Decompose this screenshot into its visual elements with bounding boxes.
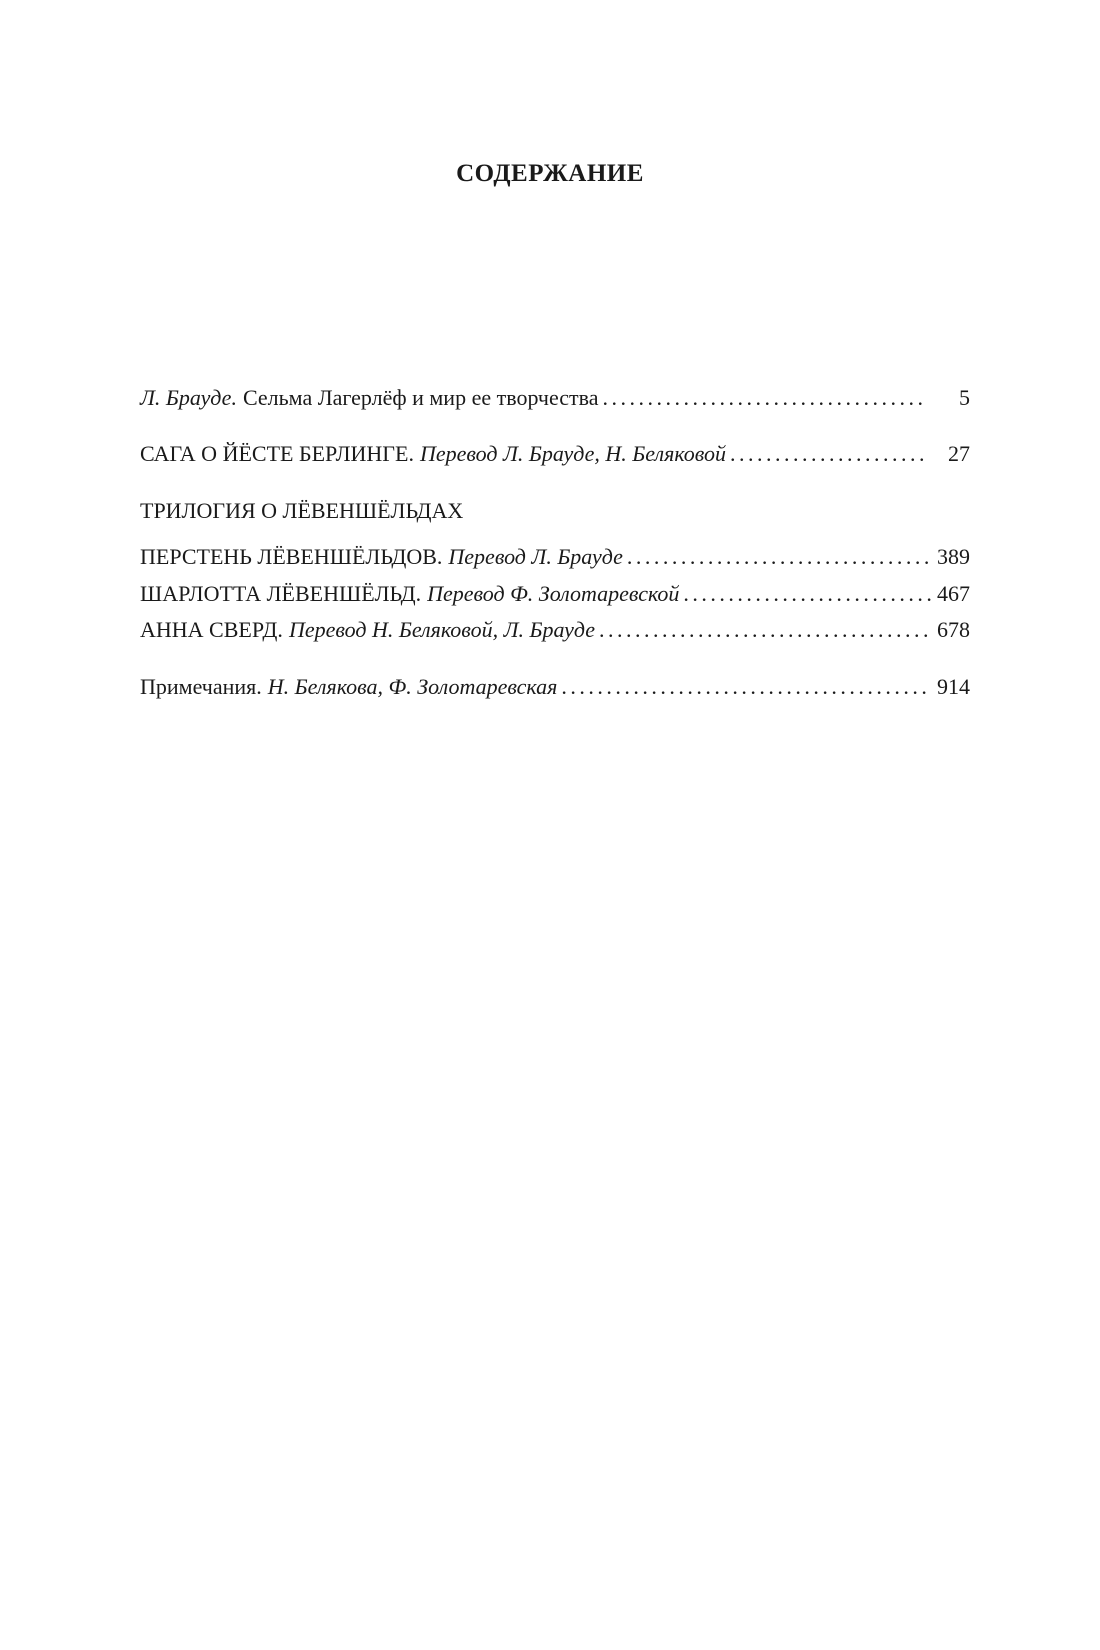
toc-entry-authors: Н. Белякова, Ф. Золотаревская <box>267 674 558 699</box>
toc-entry-translator: Перевод Л. Брауде <box>448 544 623 569</box>
toc-page-number: 678 <box>937 617 970 642</box>
toc-entry-title: Примечания. <box>140 674 262 699</box>
toc-page-number: 27 <box>948 441 970 466</box>
toc-entry-author: Л. Брауде. <box>140 385 237 410</box>
toc-entry-translator: Перевод Ф. Золотаревской <box>427 581 680 606</box>
toc-dot-leader <box>627 543 931 571</box>
toc-entry-saga[interactable] <box>140 440 970 468</box>
toc-entry-title: САГА О ЙЁСТЕ БЕРЛИНГЕ. <box>140 441 414 466</box>
toc-entry-notes[interactable] <box>140 673 970 701</box>
toc-dot-leader <box>683 580 931 608</box>
toc-dot-leader <box>599 616 931 644</box>
toc-page-number: 389 <box>937 544 970 569</box>
toc-entry-intro[interactable] <box>140 384 970 412</box>
toc-dot-leader <box>561 673 931 701</box>
toc-entry-translator: Перевод Н. Беляковой, Л. Брауде <box>288 617 596 642</box>
toc-entry-translator: Перевод Л. Брауде, Н. Беляковой <box>419 441 727 466</box>
toc-entry-charlotte[interactable] <box>140 580 970 608</box>
toc-dot-leader <box>603 384 924 412</box>
toc-section-title: ТРИЛОГИЯ О ЛЁВЕНШЁЛЬДАХ <box>140 498 464 523</box>
toc-page-number: 914 <box>937 674 970 699</box>
toc-entry-ring[interactable] <box>140 543 970 571</box>
toc-page-number: 467 <box>937 581 970 606</box>
toc-entry-title: Сельма Лагерлёф и мир ее творчества <box>242 385 599 410</box>
toc-entry-title: АННА СВЕРД. <box>140 617 283 642</box>
toc-dot-leader <box>730 440 924 468</box>
toc-page-number: 5 <box>959 385 970 410</box>
page-title: СОДЕРЖАНИЕ <box>456 160 644 187</box>
toc-entry-title: ШАРЛОТТА ЛЁВЕНШЁЛЬД. <box>140 581 422 606</box>
toc-section-heading <box>140 497 970 525</box>
toc-entry-anna[interactable] <box>140 616 970 644</box>
toc-entry-title: ПЕРСТЕНЬ ЛЁВЕНШЁЛЬДОВ. <box>140 544 443 569</box>
